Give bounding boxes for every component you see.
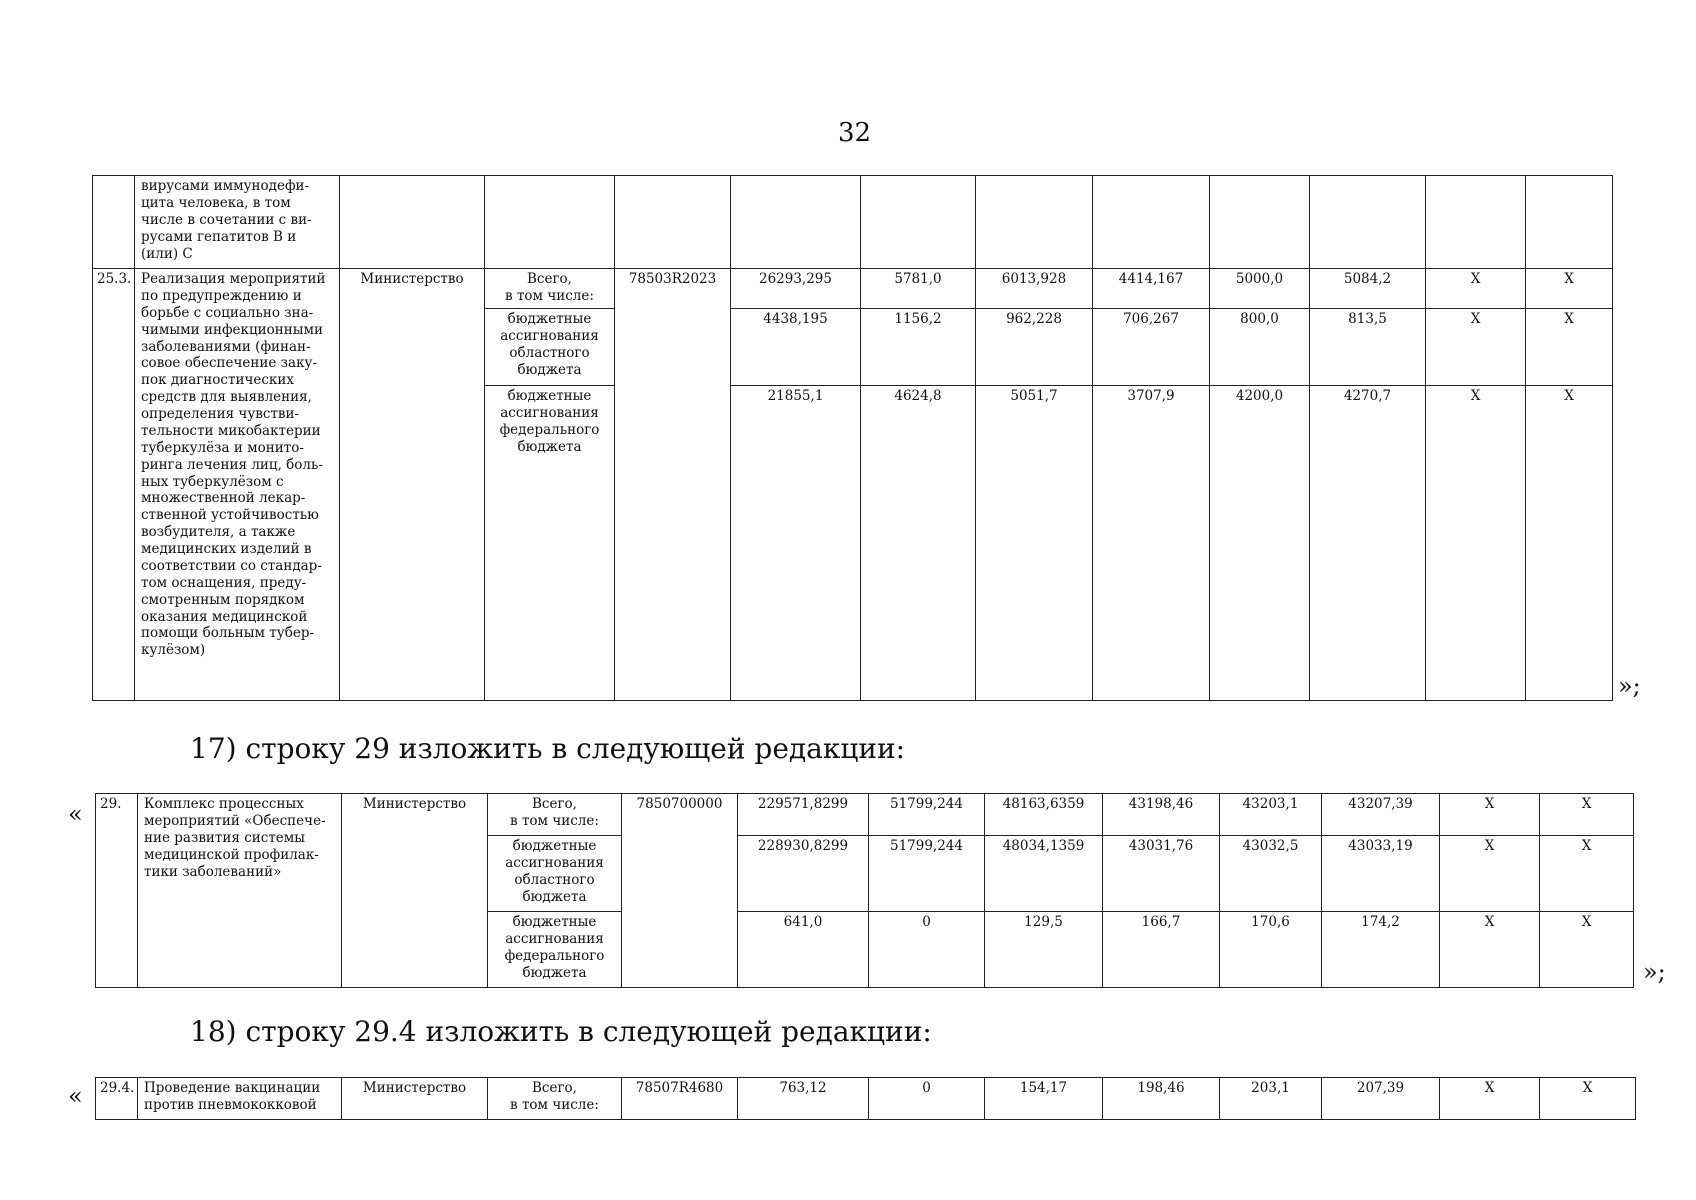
value-cell: 174,2 [1322, 912, 1440, 988]
value-cell: 198,46 [1103, 1078, 1220, 1120]
value-cell: X [1440, 1078, 1540, 1120]
text-line: бюджета [517, 438, 582, 455]
value-cell: X [1526, 309, 1613, 386]
text-line: ассигнования [500, 404, 599, 421]
text-line: средств для выявления, [141, 389, 312, 406]
text-line: Проведение вакцинации [144, 1080, 321, 1096]
row-number: 25.3. [93, 269, 135, 701]
row-code: 78507R4680 [622, 1078, 738, 1120]
continuation-row [93, 176, 1613, 269]
text-line: цита человека, в том [141, 194, 291, 211]
value-cell: X [1526, 269, 1613, 309]
value-cell: 1156,2 [861, 309, 976, 386]
value-cell: 43031,76 [1103, 836, 1220, 912]
value-cell: X [1540, 794, 1634, 836]
text-line: борьбе с социально зна- [141, 304, 314, 321]
subrow-label [488, 794, 622, 836]
value-cell: 207,39 [1322, 1078, 1440, 1120]
value-cell: 800,0 [1210, 309, 1310, 386]
text-line: множественной лекар- [141, 490, 306, 507]
value-cell: 43207,39 [1322, 794, 1440, 836]
value-cell: 166,7 [1103, 912, 1220, 988]
subrow-label [488, 1078, 622, 1120]
text-line: кулёзом) [141, 642, 206, 659]
text-line: областного [509, 344, 590, 361]
program-table-row-29-4 [95, 1077, 1636, 1120]
cont-num-cell [93, 176, 135, 269]
value-cell: 5000,0 [1210, 269, 1310, 309]
value-cell: 4200,0 [1210, 386, 1310, 701]
value-cell: 43033,19 [1322, 836, 1440, 912]
text-line: том оснащения, преду- [141, 574, 307, 591]
value-cell: X [1526, 386, 1613, 701]
heading-17: 17) строку 29 изложить в следующей редакции: [190, 732, 906, 765]
value-cell: 3707,9 [1093, 386, 1210, 701]
text-line: ассигнования [500, 327, 599, 344]
value-cell: 51799,244 [869, 794, 985, 836]
value-cell: 641,0 [738, 912, 869, 988]
text-line: тельности микобактерии [141, 422, 321, 439]
text-line: бюджетные [512, 914, 597, 930]
value-cell: 51799,244 [869, 836, 985, 912]
heading-18: 18) строку 29.4 изложить в следующей редакции: [190, 1015, 932, 1048]
value-cell: 43203,1 [1220, 794, 1322, 836]
text-line: русами гепатитов В и [141, 228, 297, 245]
row-number: 29. [96, 794, 138, 988]
subrow-total [96, 1078, 1636, 1120]
row-executor: Министерство [342, 1078, 488, 1120]
value-cell: 4438,195 [731, 309, 861, 386]
text-line: бюджета [522, 888, 587, 905]
value-cell: 5781,0 [861, 269, 976, 309]
value-cell: 4414,167 [1093, 269, 1210, 309]
text-line: бюджетные [507, 311, 592, 327]
text-line: совое обеспечение заку- [141, 355, 318, 372]
program-table-row-25-3 [92, 175, 1613, 701]
text-line: ассигнования [505, 854, 604, 871]
subrow-label [488, 912, 622, 988]
text-line: ственной устойчивостью [141, 507, 319, 524]
value-cell: X [1426, 386, 1526, 701]
text-line: Всего, [532, 1080, 577, 1096]
text-line: бюджета [517, 361, 582, 378]
closing-quote-2: »; [1643, 958, 1666, 986]
value-cell: X [1540, 912, 1634, 988]
row-name [135, 269, 340, 701]
value-cell: X [1426, 269, 1526, 309]
text-line: пок диагностических [141, 372, 294, 389]
value-cell: 228930,8299 [738, 836, 869, 912]
value-cell: 170,6 [1220, 912, 1322, 988]
page-number: 32 [838, 118, 872, 148]
text-line: заболеваниями (финан- [141, 338, 311, 355]
text-line: помощи больным тубер- [141, 625, 315, 642]
text-line: медицинских изделий в [141, 541, 312, 557]
row-executor: Министерство [342, 794, 488, 988]
row-number: 29.4. [96, 1078, 138, 1120]
row-name [138, 1078, 342, 1120]
text-line: Комплекс процессных [144, 796, 304, 812]
text-line: ние развития системы [144, 829, 306, 846]
value-cell: X [1426, 309, 1526, 386]
text-line: против пневмококковой [144, 1096, 317, 1113]
text-line: ных туберкулёзом с [141, 473, 284, 490]
value-cell: 21855,1 [731, 386, 861, 701]
value-cell: 48163,6359 [985, 794, 1103, 836]
value-cell: 154,17 [985, 1078, 1103, 1120]
value-cell: 6013,928 [976, 269, 1093, 309]
value-cell: 0 [869, 912, 985, 988]
text-line: в том числе: [505, 287, 594, 304]
value-cell: 763,12 [738, 1078, 869, 1120]
value-cell: 26293,295 [731, 269, 861, 309]
text-line: федерального [504, 947, 605, 964]
value-cell: X [1540, 1078, 1636, 1120]
text-line: соответствии со стандар- [141, 557, 322, 574]
value-cell: 5084,2 [1310, 269, 1426, 309]
subrow-total [96, 794, 1634, 836]
closing-quote-1: »; [1618, 672, 1641, 700]
text-line: Всего, [527, 271, 572, 287]
text-line: чимыми инфекционными [141, 321, 323, 338]
text-line: бюджета [522, 964, 587, 981]
opening-quote-2: « [68, 800, 83, 828]
text-line: (или) С [141, 245, 193, 262]
value-cell: 43198,46 [1103, 794, 1220, 836]
text-line: числе в сочетании с ви- [141, 211, 312, 228]
text-line: федерального [499, 421, 600, 438]
row-code: 7850700000 [622, 794, 738, 988]
subrow-total [93, 269, 1613, 309]
text-line: в том числе: [510, 1096, 599, 1113]
text-line: областного [514, 871, 595, 888]
text-line: мероприятий «Обеспече- [144, 812, 326, 829]
value-cell: 43032,5 [1220, 836, 1322, 912]
text-line: бюджетные [507, 388, 592, 404]
value-cell: 4270,7 [1310, 386, 1426, 701]
subrow-label [488, 836, 622, 912]
subrow-label [485, 269, 615, 309]
text-line: оказания медицинской [141, 608, 308, 625]
value-cell: X [1440, 836, 1540, 912]
value-cell: 0 [869, 1078, 985, 1120]
text-line: Реализация мероприятий [141, 271, 326, 287]
text-line: определения чувстви- [141, 406, 300, 422]
text-line: в том числе: [510, 812, 599, 829]
value-cell: 229571,8299 [738, 794, 869, 836]
value-cell: X [1440, 912, 1540, 988]
text-line: тики заболеваний» [144, 863, 282, 880]
text-line: смотренным порядком [141, 591, 305, 608]
value-cell: 129,5 [985, 912, 1103, 988]
subrow-label [485, 386, 615, 701]
text-line: медицинской профилак- [144, 846, 319, 863]
text-line: по предупреждению и [141, 287, 302, 304]
value-cell: 706,267 [1093, 309, 1210, 386]
row-executor: Министерство [340, 269, 485, 701]
row-code: 78503R2023 [615, 269, 731, 701]
program-table-row-29 [95, 793, 1634, 988]
opening-quote-3: « [68, 1082, 83, 1110]
value-cell: 5051,7 [976, 386, 1093, 701]
text-line: бюджетные [512, 838, 597, 854]
cont-name-cell [135, 176, 340, 269]
value-cell: 962,228 [976, 309, 1093, 386]
row-name [138, 794, 342, 988]
subrow-label [485, 309, 615, 386]
value-cell: X [1540, 836, 1634, 912]
value-cell: 4624,8 [861, 386, 976, 701]
text-line: возбудителя, а также [141, 524, 296, 541]
text-line: ассигнования [505, 930, 604, 947]
text-line: ринга лечения лиц, боль- [141, 456, 323, 473]
value-cell: X [1440, 794, 1540, 836]
text-line: туберкулёза и монито- [141, 439, 304, 456]
text-line: Всего, [532, 796, 577, 812]
text-line: вирусами иммунодефи- [141, 178, 310, 194]
value-cell: 203,1 [1220, 1078, 1322, 1120]
value-cell: 813,5 [1310, 309, 1426, 386]
value-cell: 48034,1359 [985, 836, 1103, 912]
